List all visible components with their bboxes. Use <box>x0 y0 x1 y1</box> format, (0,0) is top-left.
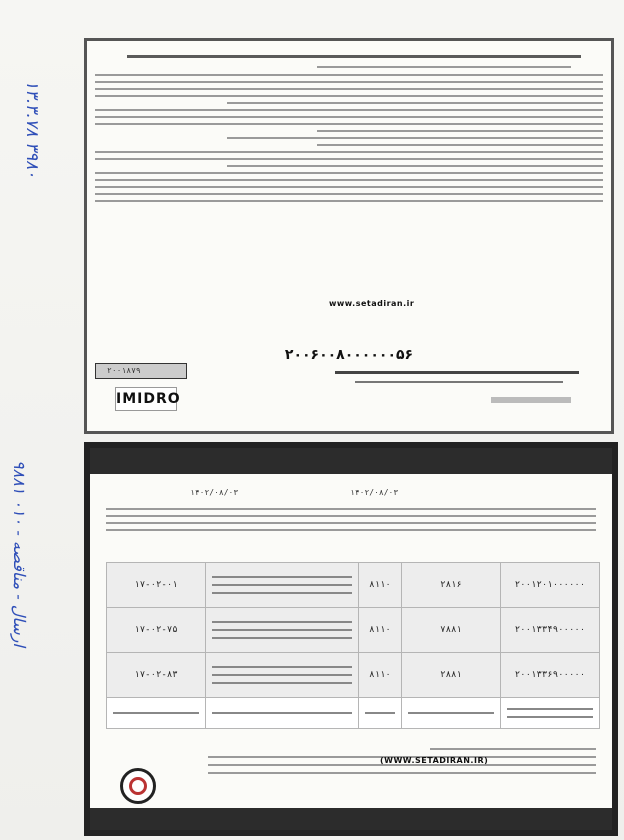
imidro-logo: IMIDRO <box>115 387 177 411</box>
handwritten-note-top: ۱۳.۳.۷۸ ۳۹۸۰ <box>22 80 42 179</box>
organization-seal-icon <box>120 768 156 804</box>
date-left: ۱۴۰۲/۰۸/۰۳ <box>350 488 399 497</box>
table-row: ۱۷-۰۲-۸۳ ۸۱۱۰ ۲۸۸۱ ۲۰۰۱۳۳۶۹۰۰۰۰۰ <box>107 653 600 698</box>
table-header-row <box>107 698 600 729</box>
newspaper-clipping-bottom <box>84 442 618 836</box>
date-right: ۱۴۰۲/۰۸/۰۳ <box>190 488 239 497</box>
newspaper-clipping-top <box>84 38 614 434</box>
tender-number: ۲۰۰۶۰۰۸۰۰۰۰۰۰۵۶ <box>284 347 414 363</box>
setadiran-url: www.setadiran.ir <box>329 299 415 308</box>
handwritten-note-bottom: ۹۸۸۱ ۰۱۰ - ارسال - مناقصه <box>10 460 29 647</box>
tender-table <box>106 562 600 729</box>
badge-number: ۲۰۰۱۸۷۹ <box>107 366 141 375</box>
table-row: ۱۷-۰۲-۰۱ ۸۱۱۰ ۲۸۱۶ ۲۰۰۱۲۰۱۰۰۰۰۰۰ <box>107 563 600 608</box>
setadiran-url-bottom: (WWW.SETADIRAN.IR) <box>380 756 489 765</box>
row-code: ۱۷-۰۲-۰۱ <box>107 563 206 608</box>
clipping-bottom-footer-bar <box>90 808 612 830</box>
table-row: ۱۷-۰۲-۷۵ ۸۱۱۰ ۷۸۸۱ ۲۰۰۱۳۳۴۹۰۰۰۰۰ <box>107 608 600 653</box>
clipping-bottom-title-bar <box>90 448 612 474</box>
